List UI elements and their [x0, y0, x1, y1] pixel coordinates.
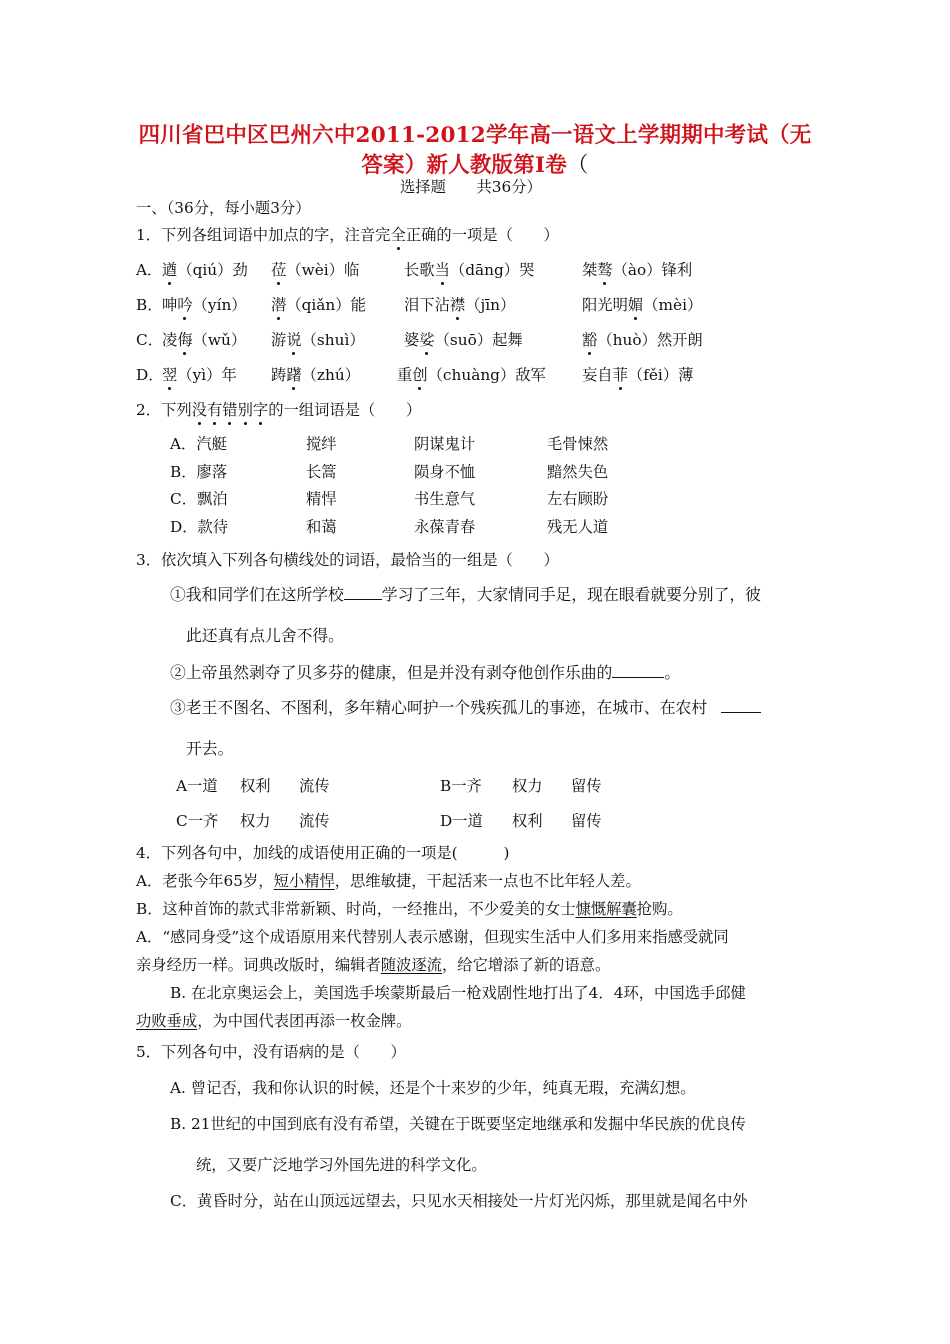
post: （qiú）劲: [177, 261, 248, 279]
stem-tail: 的一组词语是（ ）: [268, 401, 422, 419]
dotted-char: 字: [252, 401, 269, 419]
dotted-char: 躇: [286, 366, 302, 384]
q3-sentence1: [170, 585, 761, 605]
q3-opt-d-2: 权利: [512, 812, 543, 830]
q1-d-label: D．: [136, 366, 164, 384]
q5-option-a: A. 曾记否，我和你认识的时候，还是个十来岁的少年，纯真无瑕，充满幻想。: [170, 1079, 696, 1097]
q3-opt-a-1: A一道: [176, 777, 218, 795]
q3-sentence3: [170, 698, 761, 718]
dotted-char: 襟: [449, 296, 466, 314]
dotted-char: 当: [434, 261, 450, 279]
q3-sentence1-cont: 此还真有点儿舍不得。: [186, 626, 344, 645]
q4-option-c-line1: A．“感同身受”这个成语原用来代替别人表示感谢，但现实生活中人们多用来指感受就同: [136, 928, 729, 946]
q1-b-label: B．: [136, 296, 163, 314]
post: （chuàng）敌军: [427, 366, 546, 384]
q1-b-item1: [162, 295, 247, 315]
dotted-char: 创: [412, 366, 428, 384]
pre: 凌: [162, 331, 178, 349]
underlined-idiom: 随波逐流: [380, 956, 442, 974]
q4-stem: 4．下列各句中，加线的成语使用正确的一项是( ): [136, 844, 510, 862]
pre: 婆: [404, 331, 420, 349]
q3-opt-d-3: 留传: [571, 812, 602, 830]
pre: 泪下沾: [404, 296, 450, 314]
fill-blank: [612, 663, 664, 678]
q2-a-4: 毛骨悚然: [547, 435, 609, 453]
post: （shuì）: [301, 331, 365, 349]
q3-sentence3-cont: 开去。: [186, 739, 234, 758]
q1-d-item3: [397, 365, 546, 385]
q2-c-3: 书生意气: [414, 490, 476, 508]
dotted-char: 别: [237, 401, 253, 419]
part-one-heading: 一、（36分，每小题3分）: [136, 199, 311, 217]
q1-d-item4: [582, 365, 693, 385]
pre: 阳光明: [582, 296, 628, 314]
exam-title-paren: （: [566, 153, 589, 178]
q1-b-item4: [582, 295, 702, 315]
q5-stem: 5．下列各句中，没有语病的是（ ）: [136, 1043, 406, 1061]
q4-option-a: [136, 871, 641, 891]
q2-b-1: B．廖落: [170, 463, 228, 481]
post: （wèi）临: [286, 261, 360, 279]
q4-option-d-line2: [136, 1011, 411, 1031]
text: 亲身经历一样。词典改版时，编辑者: [136, 956, 381, 974]
q2-stem: [136, 400, 421, 420]
q2-d-2: 和蔼: [306, 518, 337, 536]
text: ①我和同学们在这所学校: [170, 585, 344, 604]
post: （zhú）: [301, 366, 360, 384]
q3-opt-d-1: D一道: [440, 812, 483, 830]
underlined-idiom: 短小精悍: [273, 872, 335, 890]
dotted-char: 潜: [271, 296, 287, 314]
q2-d-1: D．款待: [170, 518, 229, 536]
text: 学习了三年，大家情同手足，现在眼看就要分别了，彼: [381, 585, 761, 604]
dotted-char: 莅: [271, 261, 287, 279]
q1-a-item2: [271, 260, 359, 280]
q2-c-4: 左右顾盼: [547, 490, 609, 508]
dotted-char: 侮: [177, 331, 193, 349]
q3-opt-c-3: 流传: [299, 812, 330, 830]
dotted-char: 骜: [597, 261, 613, 279]
underlined-idiom: 慷慨解囊: [575, 900, 637, 918]
text: ，思维敏捷，干起活来一点也不比年轻人差。: [334, 872, 641, 890]
fill-blank: [721, 698, 761, 713]
q2-c-2: 精悍: [306, 490, 337, 508]
q1-c-label: C．: [136, 331, 164, 349]
q5-option-b-line1: B. 21世纪的中国到底有没有希望，关键在于既要坚定地继承和发掘中华民族的优良传: [170, 1115, 746, 1133]
q2-a-3: 阴谋鬼计: [414, 435, 476, 453]
dotted-char: 娑: [419, 331, 435, 349]
dotted-char: 错: [222, 401, 238, 419]
text: A．老张今年65岁，: [136, 872, 274, 890]
q1-stem: [136, 225, 559, 245]
q1-d-item1: [162, 365, 237, 385]
exam-title-line1: 四川省巴中区巴州六中2011-2012学年高一语文上学期期中考试（无: [138, 123, 812, 148]
q3-opt-b-1: B一齐: [440, 777, 482, 795]
q1-stem-tail: 正确的一项是（ ）: [405, 226, 559, 244]
text: ③老王不图名、不图利，多年精心呵护一个残疾孤儿的事迹，在城市、在农村: [170, 698, 708, 717]
q1-b-item2: [271, 295, 366, 315]
q4-option-b: [136, 899, 683, 919]
dotted-char: 吟: [177, 296, 193, 314]
text: ，给它增添了新的语意。: [441, 956, 611, 974]
dotted-char: 翌: [162, 366, 178, 384]
dotted-char: 有: [206, 401, 223, 419]
post: （fěi）薄: [627, 366, 694, 384]
q1-stem-dotted: 全: [390, 226, 406, 244]
q2-a-2: 搅绊: [306, 435, 337, 453]
section-header: 选择题 共36分）: [400, 178, 542, 196]
q1-b-item3: [404, 295, 515, 315]
q1-c-item2: [271, 330, 365, 350]
dotted-char: 豁: [582, 331, 598, 349]
q2-a-1: A．汽艇: [170, 435, 227, 453]
text: B．这种首饰的款式非常新颖、时尚，一经推出，不少爱美的女士: [136, 900, 576, 918]
q3-opt-c-2: 权力: [240, 812, 271, 830]
q1-a-item3: 长歌当（dāng）哭: [404, 261, 535, 279]
q5-option-c-line1: C．黄昏时分，站在山顶远远望去，只见水天相接处一片灯光闪烁，那里就是闻名中外: [170, 1192, 748, 1210]
stem-text: 2．下列: [136, 401, 192, 419]
q3-opt-a-2: 权利: [240, 777, 271, 795]
dotted-char: 菲: [612, 366, 628, 384]
q2-b-3: 陨身不恤: [414, 463, 476, 481]
q3-sentence2: [170, 663, 680, 683]
q3-opt-c-1: C一齐: [176, 812, 219, 830]
pre: 踌: [271, 366, 287, 384]
q3-opt-b-3: 留传: [571, 777, 602, 795]
text: ，为中国代表团再添一枚金牌。: [197, 1012, 412, 1030]
q1-c-item3: [404, 330, 523, 350]
text: 抢购。: [636, 900, 683, 918]
pre: 妄自: [582, 366, 613, 384]
post: （suō）起舞: [434, 331, 523, 349]
q1-c-item4: [582, 330, 703, 350]
post: （wǔ）: [192, 331, 247, 349]
q1-c-item1: [162, 330, 246, 350]
q1-a-label: A．: [136, 261, 163, 279]
q5-option-b-line2: 统，又要广泛地学习外国先进的科学文化。: [196, 1156, 487, 1174]
pre: 重: [397, 366, 413, 384]
q2-d-4: 残无人道: [547, 518, 609, 536]
fill-blank: [344, 585, 382, 600]
exam-title-line2-text: 答案）新人教版第I卷: [361, 153, 567, 178]
q1-d-item2: [271, 365, 360, 385]
pre: 呻: [162, 296, 178, 314]
post: （jīn）: [465, 296, 516, 314]
dotted-char: 遒: [162, 261, 178, 279]
q3-opt-a-3: 流传: [299, 777, 330, 795]
q4-option-d-line1: B. 在北京奥运会上，美国选手埃蒙斯最后一枪戏剧性地打出了4．4环，中国选手邱健: [170, 984, 746, 1002]
underlined-idiom: 功败垂成: [136, 1012, 198, 1030]
dotted-char: 媚: [627, 296, 644, 314]
q2-b-4: 黯然失色: [547, 463, 609, 481]
dotted-char: 说: [286, 331, 302, 349]
pre: 游: [271, 331, 287, 349]
post: （yín）: [192, 296, 247, 314]
text: ②上帝虽然剥夺了贝多芬的健康，但是并没有剥夺他创作乐曲的: [170, 663, 613, 682]
q1-a-item4: 桀骜（ào）锋利: [582, 261, 693, 279]
q2-b-2: 长篙: [306, 463, 337, 481]
post: （huò）然开朗: [597, 331, 703, 349]
text: 。: [664, 663, 681, 682]
q2-c-1: C．飘泊: [170, 490, 228, 508]
dotted-char: 没: [191, 401, 207, 419]
post: （mèi）: [643, 296, 703, 314]
post: （qiǎn）能: [286, 296, 366, 314]
post: （yì）年: [177, 366, 237, 384]
q2-d-3: 永葆青春: [414, 518, 476, 536]
q1-stem-text: 1．下列各组词语中加点的字，注音完: [136, 226, 391, 244]
q1-a-item1: [162, 260, 248, 280]
q4-option-c-line2: [136, 955, 610, 975]
q3-opt-b-2: 权力: [512, 777, 543, 795]
q3-stem: 3．依次填入下列各句横线处的词语，最恰当的一组是（ ）: [136, 551, 559, 569]
